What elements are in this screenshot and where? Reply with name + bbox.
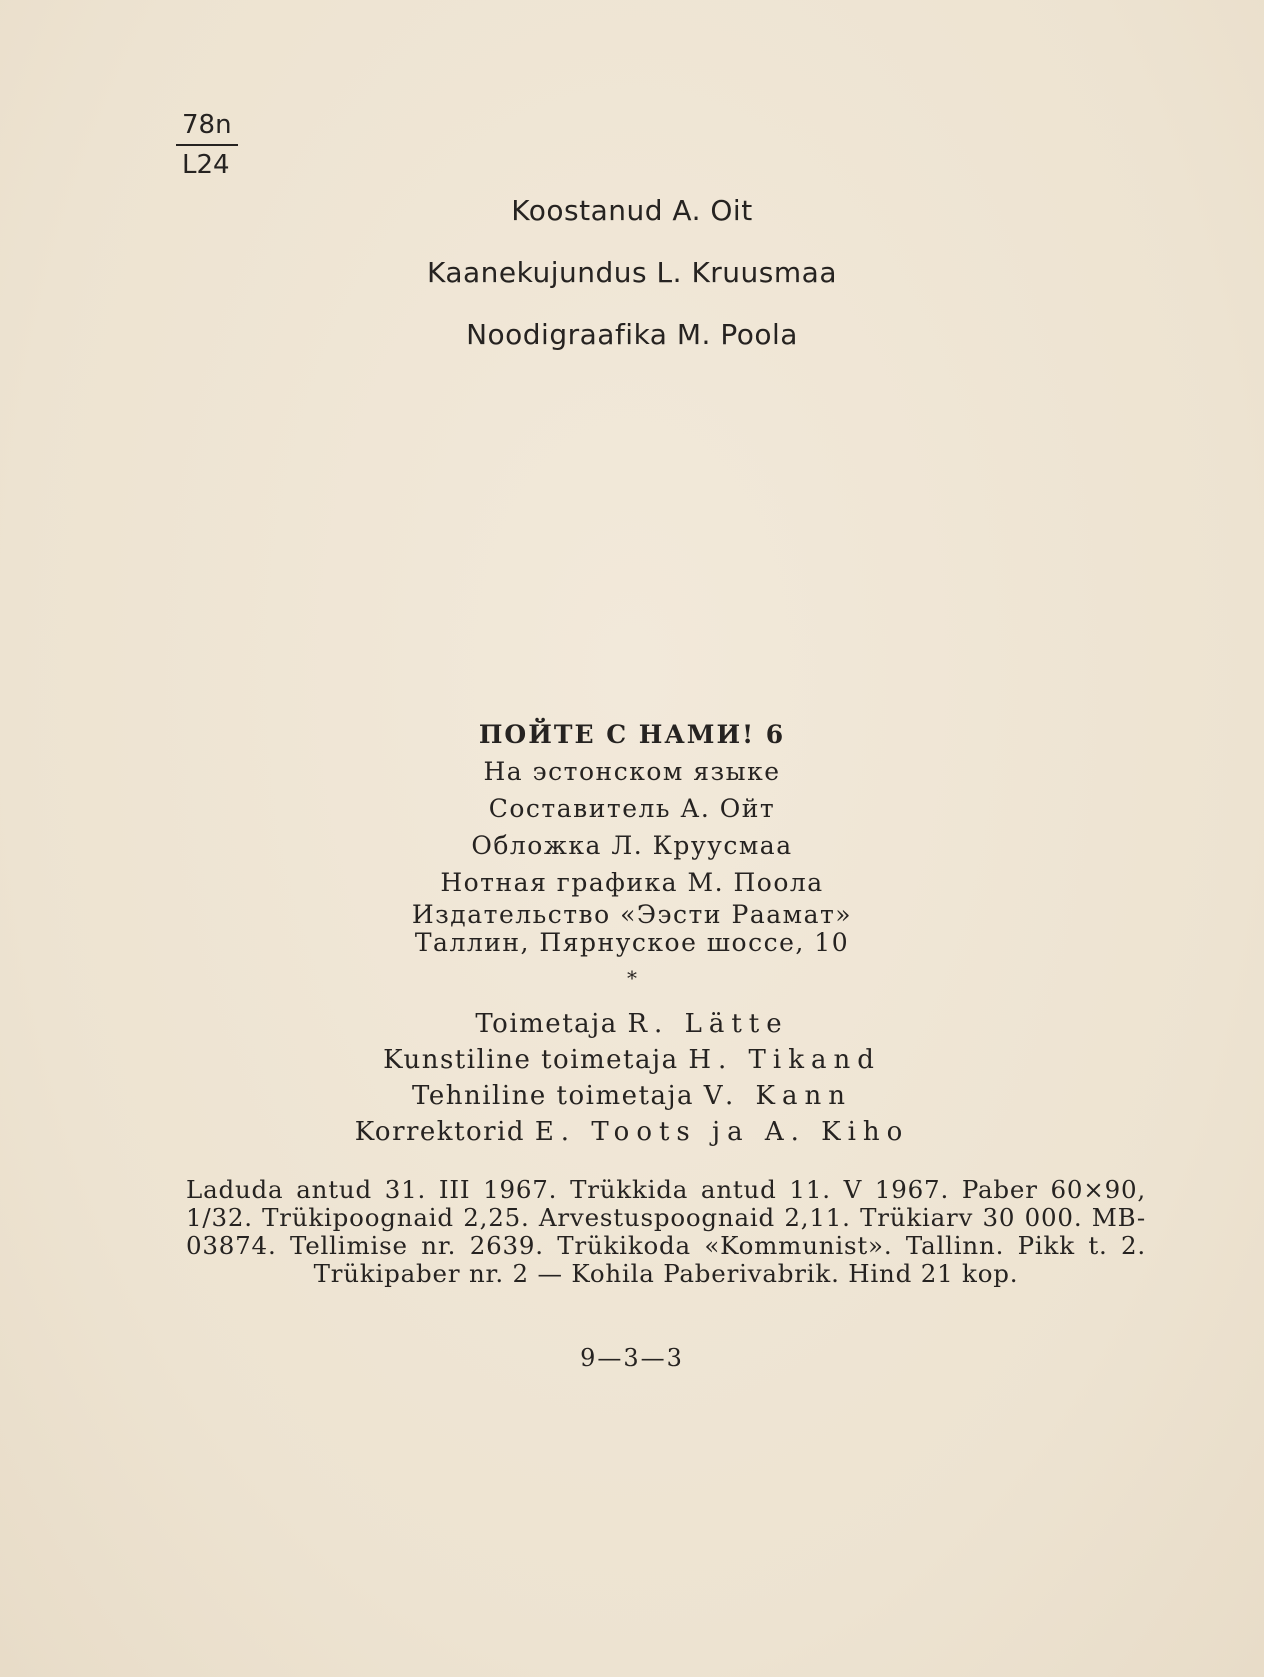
editor-role: Toimetaja: [475, 1009, 618, 1039]
imprint-cover: Обложка Л. Круусмаа: [471, 831, 793, 860]
imprint-language: На эстонском языке: [483, 757, 781, 786]
shelfmark-bottom: L24: [182, 150, 230, 180]
shelfmark-top: 78n: [176, 108, 238, 146]
credit-compiler: Koostanud A. Oit: [511, 194, 753, 227]
credit-cover-design: Kaanekujundus L. Kruusmaa: [427, 256, 837, 289]
estonian-credits: [0, 180, 1264, 366]
proofreaders-line: [0, 1114, 1264, 1150]
imprint-music-graphics: Нотная графика М. Поола: [440, 868, 824, 897]
imprint-title: ПОЙТЕ С НАМИ! 6: [478, 720, 786, 749]
credit-music-graphics: Noodigraafika M. Poola: [466, 318, 798, 351]
shelfmark: [176, 108, 238, 182]
colophon-text: Laduda antud 31. III 1967. Trükkida antud 11. V 1967. Paber 60×90, 1/32. Trükipoognaid 2,25. Arvestuspoognaid 2,11. Trükiarv 30 000. MB-03874. Tellimise nr. 2639. Trükikoda «Kommunist». Tallinn. Pikk t. 2. Trükipaber nr. 2 — Kohila Paberivabrik. Hind 21 kop.: [186, 1175, 1146, 1288]
technical-editor-name: V. Kann: [703, 1081, 852, 1111]
imprint-publisher: Издательство «Ээсти Раамат»: [411, 900, 853, 929]
separator-asterisk: *: [627, 966, 637, 990]
proofreaders-names: E. Toots ja A. Kiho: [534, 1117, 910, 1147]
editor-name: R. Lätte: [627, 1009, 789, 1039]
art-editor-name: H. Tikand: [688, 1045, 881, 1075]
art-editor-line: [0, 1042, 1264, 1078]
imprint-address: Таллин, Пярнуское шоссе, 10: [414, 928, 850, 957]
print-code: 9—3—3: [580, 1344, 684, 1372]
editor-line: [0, 1006, 1264, 1042]
art-editor-role: Kunstiline toimetaja: [383, 1045, 679, 1075]
proofreaders-role: Korrektorid: [354, 1117, 526, 1147]
russian-imprint: [0, 716, 1264, 957]
imprint-compiler: Составитель А. Ойт: [488, 794, 776, 823]
technical-editor-role: Tehniline toimetaja: [412, 1081, 695, 1111]
technical-editor-line: [0, 1078, 1264, 1114]
editors-list: [0, 1006, 1264, 1150]
